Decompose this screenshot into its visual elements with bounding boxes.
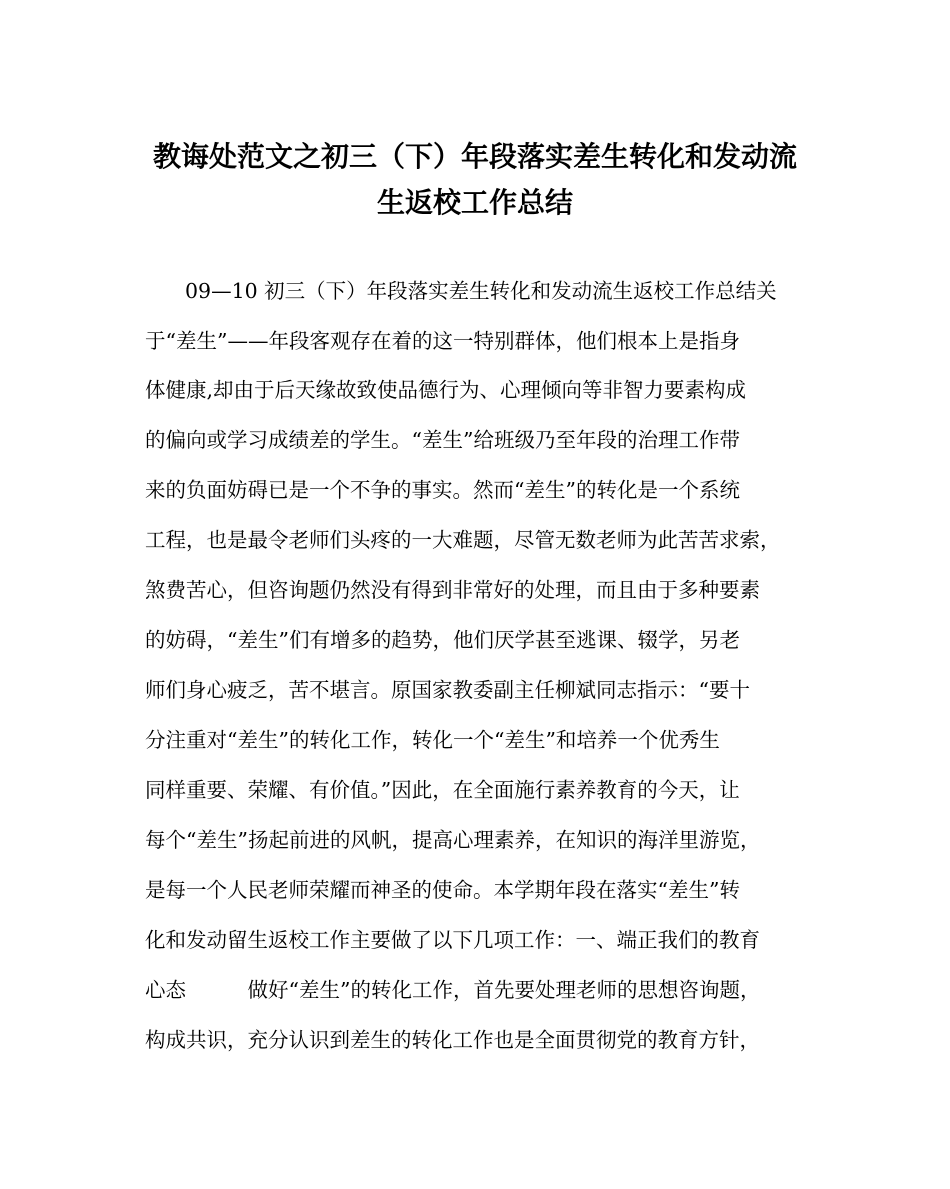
body-line-7: 煞费苦心，但咨询题仍然没有得到非常好的处理，而且由于多种要素	[145, 578, 760, 602]
body-line-10: 分注重对“差生”的转化工作，转化一个“差生”和培养一个优秀生	[145, 728, 720, 752]
body-line-2: 于“差生”——年段客观存在着的这一特别群体，他们根本上是指身	[145, 329, 740, 353]
body-line-15: 心态 做好“差生”的转化工作，首先要处理老师的思想咨询题，	[145, 978, 761, 1002]
body-line-12: 每个“差生”扬起前进的风帆，提高心理素养，在知识的海洋里游览，	[145, 828, 761, 852]
body-line-9: 师们身心疲乏，苦不堪言。原国家教委副主任柳斌同志指示：“要十	[145, 678, 750, 702]
body-line-11: 同样重要、荣耀、有价值。”因此，在全面施行素养教育的今天，让	[145, 778, 740, 802]
body-line-4: 的偏向或学习成绩差的学生。“差生”给班级乃至年段的治理工作带	[145, 428, 740, 452]
body-line-3: 体健康,却由于后天缘故致使品德行为、心理倾向等非智力要素构成	[145, 378, 747, 402]
body-line-5: 来的负面妨碍已是一个不争的事实。然而“差生”的转化是一个系统	[145, 478, 740, 502]
body-line-13: 是每一个人民老师荣耀而神圣的使命。本学期年段在落实“差生”转	[145, 878, 740, 902]
body-line-14: 化和发动留生返校工作主要做了以下几项工作：一、端正我们的教育	[145, 928, 760, 952]
body-line-6: 工程，也是最令老师们头疼的一大难题，尽管无数老师为此苦苦求索，	[145, 528, 781, 552]
body-line-16: 构成共识，充分认识到差生的转化工作也是全面贯彻党的教育方针，	[145, 1028, 760, 1052]
document-title-line-1: 教诲处范文之初三（下）年段落实差生转化和发动流	[152, 140, 797, 173]
document-title-line-2: 生返校工作总结	[376, 186, 573, 219]
body-line-1: 09—10 初三（下）年段落实差生转化和发动流生返校工作总结关	[185, 279, 777, 303]
body-line-8: 的妨碍，“差生”们有增多的趋势，他们厌学甚至逃课、辍学，另老	[145, 628, 740, 652]
